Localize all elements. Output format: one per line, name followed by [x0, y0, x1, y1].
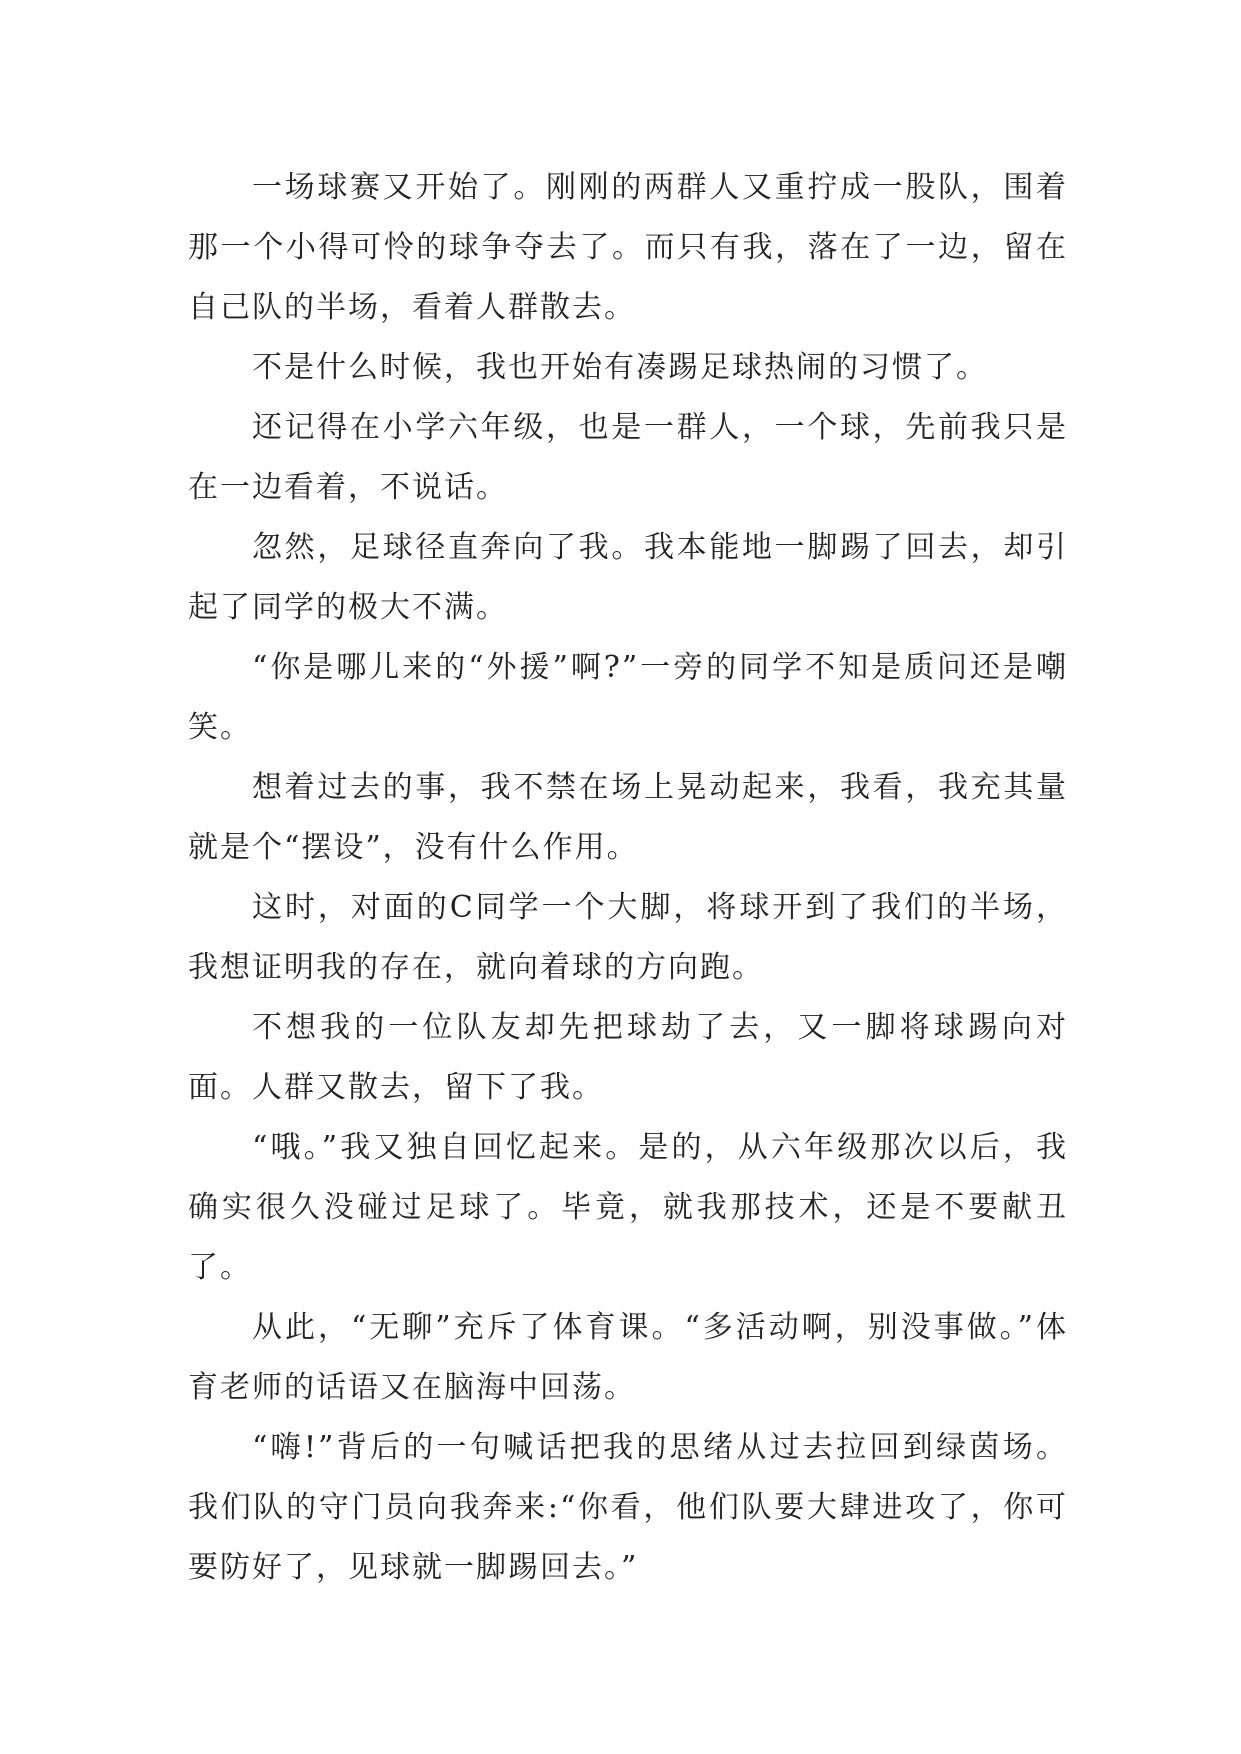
paragraph: 不想我的一位队友却先把球劫了去，又一脚将球踢向对面。人群又散去，留下了我。 [188, 1010, 1068, 1105]
paragraph: “嗨!”背后的一句喊话把我的思绪从过去拉回到绿茵场。我们队的守门员向我奔来:“你看，他们队要大肆进攻了，你可要防好了，见球就一脚踢回去。” [188, 1430, 1068, 1585]
paragraph: 还记得在小学六年级，也是一群人，一个球，先前我只是在一边看着，不说话。 [188, 410, 1068, 505]
paragraph: “你是哪儿来的“外援”啊?”一旁的同学不知是质问还是嘲笑。 [188, 650, 1068, 745]
paragraph: 这时，对面的C同学一个大脚，将球开到了我们的半场，我想证明我的存在，就向着球的方向跑。 [188, 890, 1068, 985]
paragraph: 忽然，足球径直奔向了我。我本能地一脚踢了回去，却引起了同学的极大不满。 [188, 530, 1068, 625]
paragraph: 从此，“无聊”充斥了体育课。“多活动啊，别没事做。”体育老师的话语又在脑海中回荡。 [188, 1310, 1068, 1405]
paragraph: “哦。”我又独自回忆起来。是的，从六年级那次以后，我确实很久没碰过足球了。毕竟，就我那技术，还是不要献丑了。 [188, 1130, 1068, 1285]
document-body [188, 158, 1068, 1598]
paragraph: 不是什么时候，我也开始有凑踢足球热闹的习惯了。 [252, 350, 988, 385]
paragraph: 一场球赛又开始了。刚刚的两群人又重拧成一股队，围着那一个小得可怜的球争夺去了。而只有我，落在了一边，留在自己队的半场，看着人群散去。 [188, 170, 1068, 325]
paragraph: 想着过去的事，我不禁在场上晃动起来，我看，我充其量就是个“摆设”，没有什么作用。 [188, 770, 1068, 865]
